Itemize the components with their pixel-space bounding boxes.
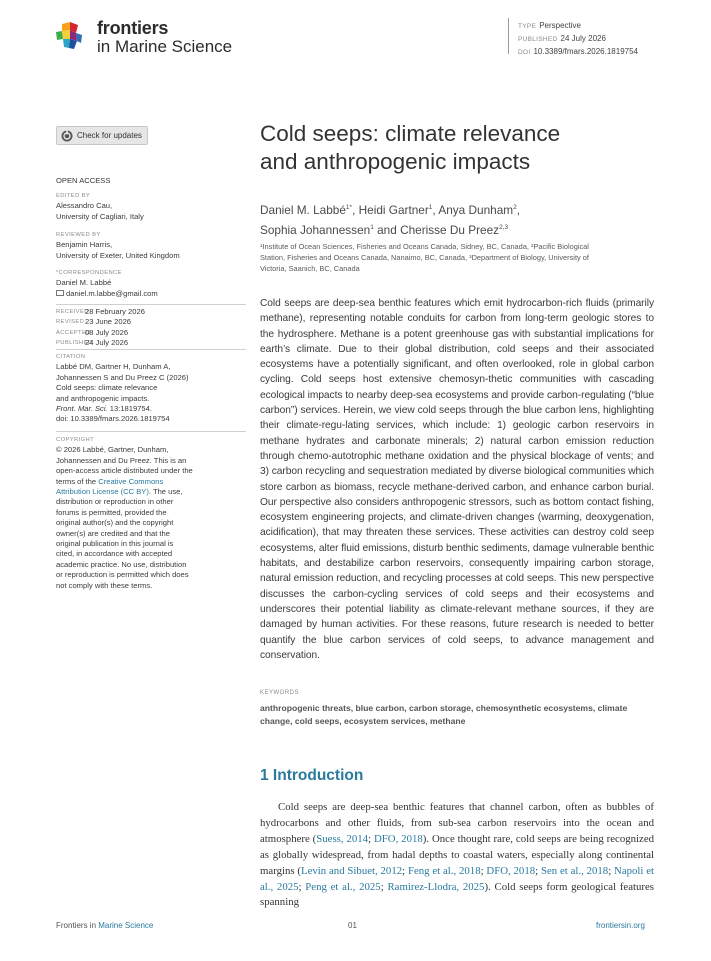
cc-by-license-link[interactable]: Attribution License (CC BY): [56, 487, 149, 497]
received-label: RECEIVED: [56, 309, 89, 315]
citation-link[interactable]: Sen et al., 2018: [540, 864, 609, 877]
reviewer-name: Benjamin Harris,: [56, 240, 113, 250]
body-text: ;: [380, 880, 388, 893]
published-value: 24 July 2026: [560, 34, 606, 43]
revised-label: REVISED: [56, 319, 85, 326]
citation-line: Johannessen S and Du Preez C (2026): [56, 372, 189, 382]
copyright-line: original publication in this journal is: [56, 539, 174, 549]
author-name[interactable]: Sophia Johannessen: [260, 222, 371, 237]
citation-link[interactable]: Peng et al., 2025: [305, 880, 381, 893]
doi-label: DOI: [518, 49, 531, 56]
frontiers-logo-icon: [56, 22, 82, 50]
journal-brand: [97, 19, 232, 57]
mail-icon: [56, 290, 64, 296]
citation-link[interactable]: Napoli et al., 2025: [260, 864, 655, 893]
section-heading: 1 Introduction: [260, 767, 364, 784]
footer-journal-link[interactable]: Marine Science: [98, 921, 154, 930]
correspondence-name: Daniel M. Labbé: [56, 278, 112, 288]
copyright-block: [56, 435, 246, 591]
copyright-line: terms of the: [56, 476, 99, 486]
author-separator: ,: [516, 202, 520, 217]
page-number: 01: [348, 921, 357, 930]
published-date-value: 24 July 2026: [85, 338, 129, 348]
accepted-label: ACCEPTED: [56, 329, 91, 336]
affiliation-line: Station, Fisheries and Oceans Canada, Nanaimo, BC, Canada, ³Department of Biology, University of: [260, 253, 589, 263]
correspondence-email[interactable]: daniel.m.labbe@gmail.com: [66, 288, 158, 298]
body-text: ). Cold seeps form geological features spanning: [260, 880, 654, 909]
keywords: anthropogenic threats, blue carbon, carbon storage, chemosynthetic ecosystems, climate change, cold seeps, ecosystem services, methane: [260, 703, 628, 726]
published-date-label: PUBLISHED: [56, 340, 93, 347]
citation-label: CITATION: [56, 354, 86, 360]
author-name[interactable]: and Cherisse Du Preez: [373, 222, 500, 237]
published-label: PUBLISHED: [518, 36, 558, 43]
affiliation-line: ¹Institute of Ocean Sciences, Fisheries and Oceans Canada, Sidney, BC, Canada, ²Pacific Biological: [260, 242, 589, 251]
citation-link[interactable]: Feng et al., 2018: [407, 864, 481, 877]
revised-value: 23 June 2026: [85, 317, 132, 327]
editor-name: Alessandro Cau,: [56, 201, 113, 211]
creative-commons-link[interactable]: Creative Commons: [98, 476, 164, 486]
intro-paragraph: [260, 800, 654, 911]
check-updates-icon: [61, 130, 73, 142]
sidebar-divider: [56, 304, 246, 305]
body-text: ;: [535, 864, 541, 877]
sidebar-divider: [56, 349, 246, 350]
affiliation-line: Victoria, Saanich, BC, Canada: [260, 264, 360, 274]
type-value: Perspective: [539, 21, 581, 30]
open-access-label: OPEN ACCESS: [56, 176, 111, 185]
copyright-line: open-access article distributed under the: [56, 466, 193, 476]
edited-by-block: [56, 191, 246, 222]
copyright-label: COPYRIGHT: [56, 437, 95, 443]
footer-journal: [56, 921, 153, 930]
copyright-line: forums is permitted, provided the: [56, 507, 167, 517]
body-text: ;: [402, 864, 408, 877]
received-value: 28 February 2026: [85, 307, 145, 316]
accepted-value: 08 July 2026: [85, 327, 129, 337]
citation-journal: Front. Mar. Sci.: [56, 404, 108, 414]
check-updates-label: Check for updates: [77, 131, 142, 140]
edited-by-label: EDITED BY: [56, 193, 91, 199]
copyright-line: or reproduction is permitted which does: [56, 570, 189, 580]
abstract: Cold seeps are deep-sea benthic features which emit hydrocarbon-rich fluids (primarily methane), representing notable conduits for carbon from long-term geologic stores to the hydrosphere. Methane is a potent greenhouse gas with substantial implications for earth’s climate. Due to their global distribution, cold seeps and their associated ecosystems have a potentially significant, and often overlooked, role in global carbon cycling. Cold seeps host extensive chemosyn-thetic communities with cascading ecological impacts to nearby deep-sea ecosystems and provide carbon-regulating (“blue carbon”) services. Herein, we view cold seeps through the blue carbon lens, highlighting their climate-regu-lating services, which include: 1) geologic carbon reservoirs in methane hydrates and carbonate minerals; 2) natural carbon emission reduction through chemo-autotrophic methane oxidation and the physical blockage of vents; and 3) carbon recycling and sequestration mediated by diverse biological communities which store carbon as biomass, recycle methane-derived carbon, and enhance carbon burial. Our perspective also considers anthropogenic stressors, such as bottom contact fishing, ecosystem engineering projects, and climate-driven changes (warming, deoxygenation, acidification), that may threaten these services. These activities can destroy cold seep ecosystems, alter fluid emissions, disturb benthic sediments, damage vulnerable benthic habitats, and destabilize carbon reservoirs, consequently impairing carbon storage, natural emission reduction, and recycling processes at cold seeps. This new perspective discusses the carbon-cycling services of cold seeps and their ecosystems and underscores their potential liability as climate-relevant methane sources, if they are damaged by human activities. For these reasons, future research is needed to better quantify the blue carbon services of cold seeps, to advance management and conservation.: [260, 298, 654, 661]
body-text: ;: [608, 864, 615, 877]
body-text: Cold seeps are deep-sea benthic features that channel carbon, often as bubbles of hydrocarbons and other fluids, from sub-sea carbon reservoirs into the ocean and atmosphere (: [260, 801, 654, 845]
author-affil-marker: 1: [370, 223, 374, 231]
reviewed-by-block: [56, 230, 246, 261]
copyright-line: original author(s) and the copyright: [56, 518, 174, 528]
header-divider: [508, 18, 509, 54]
copyright-line: owner(s) are credited and that the: [56, 528, 170, 538]
title-line: and anthropogenic impacts: [260, 149, 531, 174]
author-affil-marker: 1*: [345, 204, 353, 211]
copyright-line: Johannessen and Du Preez. This is an: [56, 455, 187, 465]
citation-link[interactable]: Ramirez-Llodra, 2025: [387, 880, 485, 893]
author-name[interactable]: Daniel M. Labbé: [260, 202, 346, 217]
citation-volume: 13:1819754.: [107, 404, 152, 414]
citation-block: [56, 352, 246, 425]
citation-line: Labbé DM, Gartner H, Dunham A,: [56, 362, 171, 372]
copyright-line: © 2026 Labbé, Gartner, Dunham,: [56, 445, 169, 455]
editor-affiliation: University of Cagliari, Italy: [56, 211, 144, 221]
correspondence-block: [56, 268, 246, 299]
citation-doi: doi: 10.3389/fmars.2026.1819754: [56, 414, 170, 424]
body-text: ;: [368, 832, 374, 845]
dates-block: [56, 307, 246, 349]
author-affil-marker: 2,3: [499, 223, 509, 231]
author-affil-marker: 1: [428, 204, 433, 211]
reviewed-by-label: REVIEWED BY: [56, 232, 101, 238]
citation-link[interactable]: DFO, 2018: [486, 864, 536, 877]
body-text: ). Once thought rare, cold seeps are being recognized as globally widespread, from hadal depths to coastal waters, especially along continental margins (: [260, 832, 655, 877]
citation-link[interactable]: Levin and Sibuet, 2012: [301, 864, 403, 877]
author-name[interactable]: , Anya Dunham: [432, 202, 514, 217]
copyright-line: distribution or reproduction in other: [56, 497, 174, 507]
footer-prefix: Frontiers in: [56, 921, 99, 930]
footer-site-link[interactable]: frontiersin.org: [596, 921, 645, 930]
copyright-line: . The use,: [148, 487, 183, 497]
sidebar-divider: [56, 431, 246, 432]
article-meta: [518, 20, 638, 59]
keywords-label: KEYWORDS: [260, 690, 300, 696]
citation-line: and anthropogenic impacts.: [56, 393, 150, 403]
copyright-line: cited, in accordance with accepted: [56, 549, 173, 559]
doi-value[interactable]: 10.3389/fmars.2026.1819754: [533, 47, 638, 56]
author-name[interactable]: , Heidi Gartner: [352, 202, 429, 217]
author-affil-marker: 2: [513, 204, 517, 211]
article-title: [260, 120, 560, 176]
title-line: Cold seeps: climate relevance: [260, 121, 561, 146]
citation-line: Cold seeps: climate relevance: [56, 383, 158, 393]
copyright-line: academic practice. No use, distribution: [56, 559, 187, 569]
reviewer-affiliation: University of Exeter, United Kingdom: [56, 250, 180, 260]
copyright-line: not comply with these terms.: [56, 580, 153, 590]
body-text: ;: [480, 864, 487, 877]
brand-name: frontiers: [97, 18, 169, 38]
body-text: ;: [298, 880, 306, 893]
check-for-updates-button[interactable]: [56, 126, 148, 145]
journal-name: in Marine Science: [97, 37, 233, 56]
correspondence-label: *CORRESPONDENCE: [56, 270, 122, 276]
citation-link[interactable]: DFO, 2018: [373, 832, 423, 845]
type-label: TYPE: [518, 23, 537, 30]
citation-link[interactable]: Suess, 2014: [316, 832, 369, 845]
affiliations: [260, 241, 660, 275]
author-list: [260, 199, 660, 239]
